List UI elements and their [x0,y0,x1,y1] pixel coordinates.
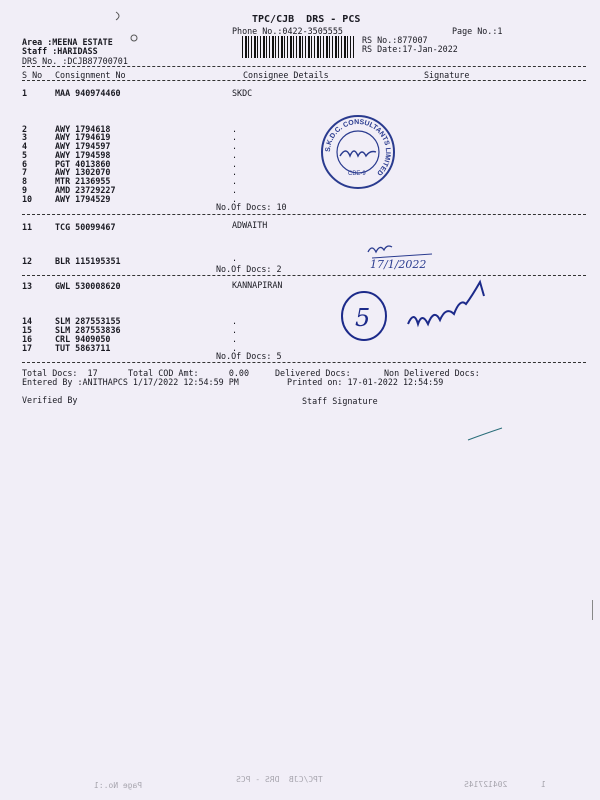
pen-stroke [466,426,506,442]
row-consignment: AWY 1302070 [55,167,111,177]
rs-date: RS Date:17-Jan-2022 [362,44,458,54]
row-sno: 14 [22,316,33,326]
staff-signature-label: Staff Signature [302,396,378,406]
row-sno: 12 [22,256,33,266]
row-dot: . [232,334,238,344]
row-dot: . [232,167,238,177]
row-dot: . [232,150,238,160]
row-sno: 9 [22,185,28,195]
svg-text:S.K.D.C. CONSULTANTS LIMITED [325,119,391,177]
barcode-image [242,36,354,58]
row-consignment: AMD 23729227 [55,185,116,195]
row-consignment: AWY 1794618 [55,124,111,134]
delivered-docs: Delivered Docs: [275,368,351,378]
company-stamp [318,112,398,192]
circled-number: 5 [355,304,371,332]
row-consignment: SLM 287553836 [55,325,121,335]
consignee-name: SKDC [232,88,253,98]
row-consignment: AWY 1794529 [55,194,111,204]
column-header-sno: S No [22,70,43,80]
row-sno: 4 [22,141,28,151]
printed-on: Printed on: 17-01-2022 12:54:59 [287,377,444,387]
row-dot: . [232,176,238,186]
row-sno: 17 [22,343,33,353]
entered-by: Entered By :ANITHAPCS 1/17/2022 12:54:59 PM [22,377,239,387]
row-dot: . [232,124,238,134]
row-sno: 1 [22,88,28,98]
stamp-inner-text: CBE-9 [348,171,366,177]
row-sno: 3 [22,132,28,142]
area-label: Area :MEENA ESTATE [22,37,113,47]
row-sno: 16 [22,334,33,344]
row-consignment: CRL 9409050 [55,334,111,344]
docs-count: No.Of Docs: 5 [216,351,282,361]
total-docs: Total Docs: 17 [22,368,98,378]
consignee-name: ADWAITH [232,220,268,230]
scan-edge-mark [592,600,593,620]
column-header-signature: Signature [424,70,470,80]
row-sno: 7 [22,167,28,177]
verified-by: Verified By [22,395,78,405]
handwritten-date-text: 17/1/2022 [370,258,427,271]
row-consignment: AWY 1794619 [55,132,111,142]
row-dot: . [232,316,238,326]
document-title: TPC/CJB DRS - PCS [252,14,361,25]
row-consignment: AWY 1794597 [55,141,111,151]
row-consignment: SLM 287553155 [55,316,121,326]
total-cod-amount: Total COD Amt: 0.00 [128,368,250,378]
row-consignment: TCG 50099467 [55,222,116,232]
column-header-consignee: Consignee Details [243,70,329,80]
row-dot: . [232,343,238,353]
phone-number: Phone No.:0422-3505555 [232,26,343,36]
group-divider [22,275,586,276]
row-dot: . [232,253,238,263]
row-dot: . [232,194,238,204]
row-sno: 5 [22,150,28,160]
row-sno: 6 [22,159,28,169]
rs-number: RS No.:877007 [362,35,428,45]
row-sno: 15 [22,325,33,335]
row-dot: . [232,185,238,195]
column-header-consignment: Consignment No [55,70,126,80]
non-delivered-docs: Non Delivered Docs: [384,368,480,378]
row-sno: 8 [22,176,28,186]
row-sno: 11 [22,222,33,232]
consignee-name: KANNAPIRAN [232,280,283,290]
row-consignment: TUT 5863711 [55,343,111,353]
header-divider [22,66,586,67]
stamp-text: S.K.D.C. CONSULTANTS LIMITED [324,118,392,177]
row-consignment: AWY 1794598 [55,150,111,160]
row-sno: 10 [22,194,33,204]
row-dot: . [232,132,238,142]
handwritten-signature [338,278,508,348]
group-divider [22,214,586,215]
handwritten-date [364,238,444,272]
bleed-through-page: Page No.:1 [94,781,143,790]
row-consignment: MTR 2136955 [55,176,111,186]
page-number: Page No.:1 [452,26,503,36]
row-sno: 13 [22,281,33,291]
bleed-through-top-right: 1 20412714S [464,780,546,789]
row-consignment: BLR 115195351 [55,256,121,266]
pen-stroke [112,8,142,44]
drs-number: DRS No. :DCJB87700701 [22,56,128,66]
footer-divider [22,362,586,363]
bleed-through-title: TPC/CJB DRS - PCS [236,775,323,784]
row-consignment: MAA 940974460 [55,88,121,98]
row-dot: . [232,325,238,335]
staff-label: Staff :HARIDASS [22,46,98,56]
docs-count: No.Of Docs: 10 [216,202,287,212]
row-consignment: PGT 4013860 [55,159,111,169]
row-dot: . [232,159,238,169]
row-sno: 2 [22,124,28,134]
column-divider [22,80,586,81]
row-consignment: GWL 530008620 [55,281,121,291]
row-dot: . [232,141,238,151]
docs-count: No.Of Docs: 2 [216,264,282,274]
